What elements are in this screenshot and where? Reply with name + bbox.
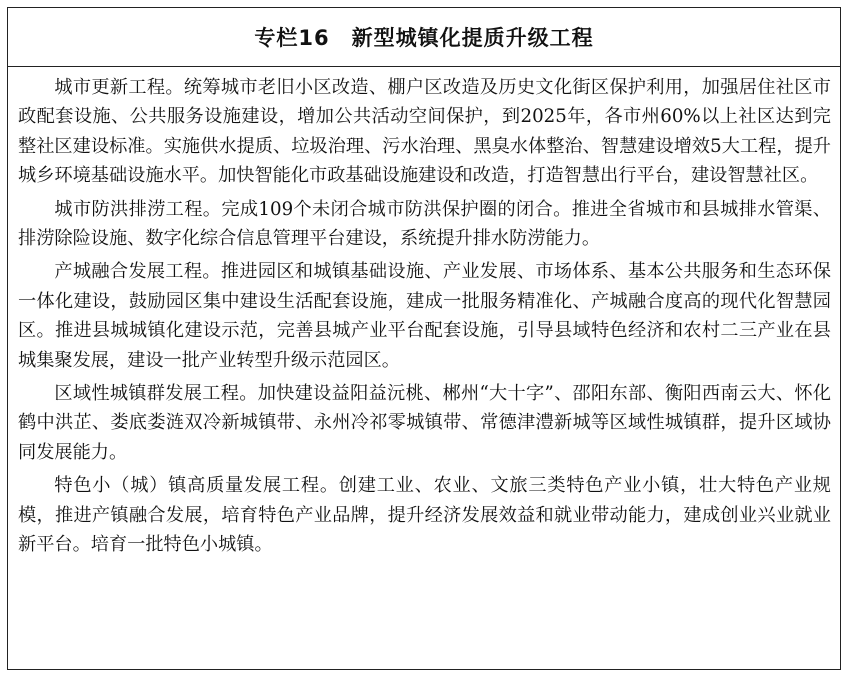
paragraph-urban-renewal bbox=[18, 73, 831, 191]
paragraph-text: 推进园区和城镇基础设施、产业发展、市场体系、基本公共服务和生态环保一体化建设，鼓励园区集中建设生活配套设施，建成一批服务精准化、产城融合度高的现代化智慧园区。推进县城城镇化建设示范，完善县城产业平台配套设施，引导县域特色经济和农村二三产业在县城集聚发展，建设一批产业转型升级示范园区。 bbox=[18, 261, 831, 371]
paragraph-text: 创建工业、农业、文旅三类特色产业小镇，壮大特色产业规模，推进产镇融合发展，培育特色产业品牌，提升经济发展效益和就业带动能力，建成创业兴业就业新平台。培育一批特色小城镇。 bbox=[18, 475, 831, 556]
paragraph-text: 统筹城市老旧小区改造、棚户区改造及历史文化街区保护利用，加强居住社区市政配套设施、公共服务设施建设，增加公共活动空间保护，到2025年，各市州60%以上社区达到完整社区建设标准。实施供水提质、垃圾治理、污水治理、黑臭水体整治、智慧建设增效5大工程，提升城乡环境基础设施水平。加快智能化市政基础设施建设和改造，打造智慧出行平台，建设智慧社区。 bbox=[18, 77, 831, 187]
paragraph-text: 完成109个未闭合城市防洪保护圈的闭合。推进全省城市和县城排水管渠、排涝除险设施、数字化综合信息管理平台建设，系统提升排水防涝能力。 bbox=[18, 198, 831, 250]
paragraph-heading: 产城融合发展工程。 bbox=[54, 261, 221, 283]
paragraph-text: 加快建设益阳益沅桃、郴州“大十字”、邵阳东部、衡阳西南云大、怀化鹤中洪芷、娄底娄涟双冷新城镇带、永州冷祁零城镇带、常德津澧新城等区域性城镇群，提升区域协同发展能力。 bbox=[18, 383, 831, 463]
paragraph-characteristic-towns bbox=[18, 471, 831, 559]
paragraph-heading: 区域性城镇群发展工程。 bbox=[54, 383, 258, 405]
paragraph-industry-city-integration bbox=[18, 257, 831, 375]
paragraph-heading: 城市防洪排涝工程。 bbox=[54, 198, 222, 220]
column-content bbox=[8, 67, 840, 560]
paragraph-flood-control bbox=[18, 195, 831, 254]
paragraph-heading: 城市更新工程。 bbox=[54, 77, 184, 98]
column-box bbox=[7, 7, 841, 670]
column-title: 专栏16 新型城镇化提质升级工程 bbox=[8, 8, 840, 67]
paragraph-regional-town-clusters bbox=[18, 379, 831, 467]
paragraph-heading: 特色小（城）镇高质量发展工程。 bbox=[54, 475, 339, 497]
